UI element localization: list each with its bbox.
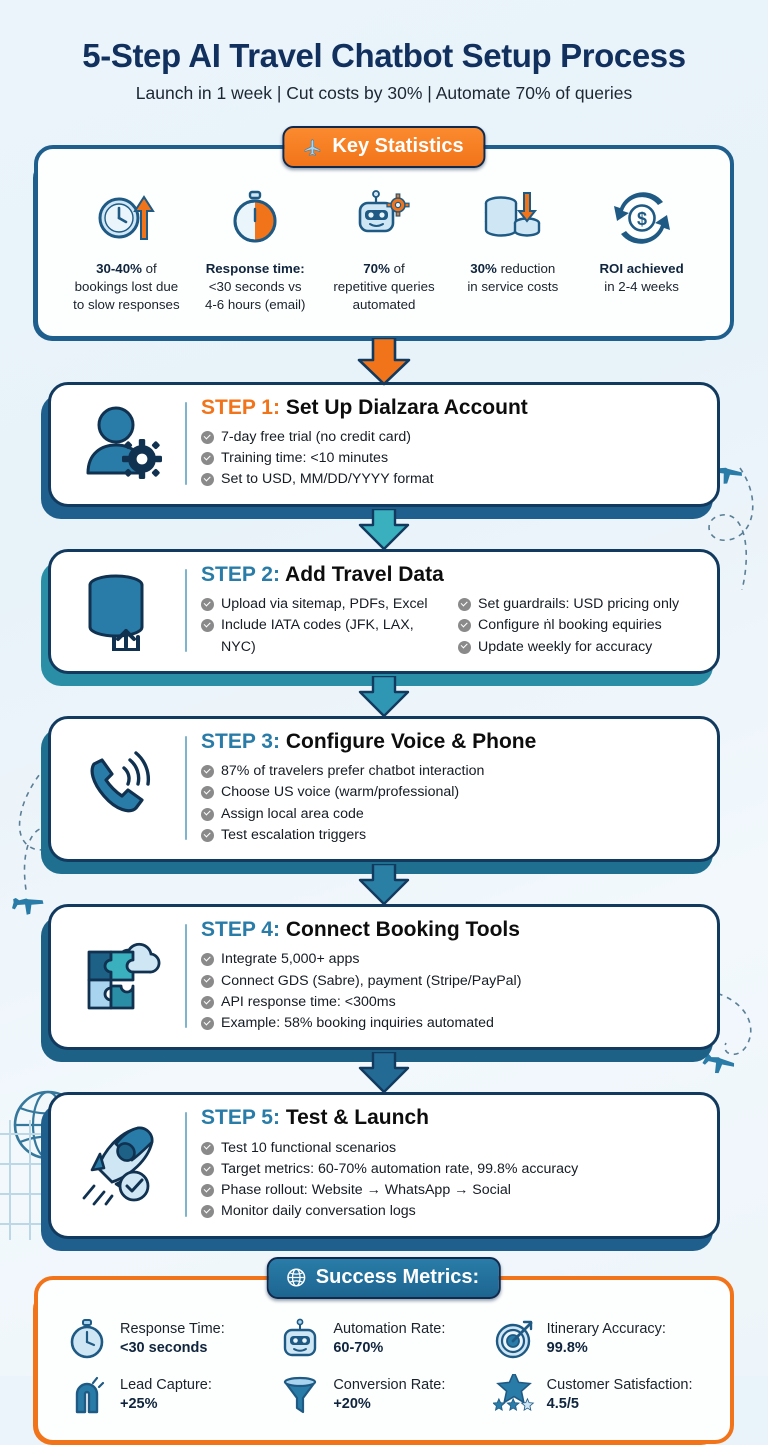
stat-text xyxy=(193,260,318,313)
bullet-text: API response time: <300ms xyxy=(221,993,396,1010)
metric-text xyxy=(333,1376,445,1414)
stat-highlight: Response time: xyxy=(205,261,305,277)
step-2-section xyxy=(48,549,720,674)
phone-ringing-icon xyxy=(63,748,183,828)
puzzle-cloud-icon xyxy=(63,934,183,1018)
step-title: Configure Voice & Phone xyxy=(285,729,537,753)
magnet-icon xyxy=(64,1374,110,1416)
check-icon xyxy=(201,431,214,444)
bullet-item xyxy=(201,615,444,658)
airplane-icon xyxy=(301,137,323,157)
step-heading xyxy=(201,1106,701,1130)
step-divider xyxy=(185,736,187,840)
success-metrics-badge xyxy=(267,1257,501,1299)
metric-label: Response Time: xyxy=(120,1320,225,1337)
rocket-check-icon xyxy=(63,1124,183,1206)
connector-arrow-4 xyxy=(0,1052,768,1094)
bullet-item xyxy=(201,971,701,992)
step-number: STEP 1: xyxy=(201,395,280,419)
stat-item xyxy=(320,187,449,313)
success-metrics-section xyxy=(34,1257,734,1444)
bullet-item xyxy=(201,825,701,846)
stat-line3: to slow responses xyxy=(73,296,180,312)
stat-text xyxy=(322,260,447,313)
step-5-section xyxy=(48,1092,720,1238)
stat-item xyxy=(191,187,320,313)
step-bullet-list xyxy=(201,1138,701,1223)
user-gear-icon xyxy=(63,401,183,485)
metric-text xyxy=(547,1376,693,1414)
bullet-text: Monitor daily conversation logs xyxy=(221,1203,416,1220)
metric-text xyxy=(120,1376,212,1414)
step-card-3[interactable] xyxy=(48,716,720,862)
metric-item xyxy=(277,1318,490,1360)
step-body xyxy=(201,396,701,491)
connector-arrow-orange xyxy=(0,338,768,386)
stat-highlight: 70% xyxy=(363,261,390,277)
step-number: STEP 3: xyxy=(201,729,280,753)
robot-icon xyxy=(277,1318,323,1360)
bullet-item xyxy=(201,1159,701,1180)
step-number: STEP 2: xyxy=(201,562,280,586)
metric-text xyxy=(333,1320,445,1358)
bullet-text: Set guardrails: USD pricing only xyxy=(478,595,680,612)
step-card-1[interactable] xyxy=(48,382,720,507)
step-card-4[interactable] xyxy=(48,904,720,1050)
stat-text xyxy=(579,260,704,296)
step-divider xyxy=(185,402,187,485)
bullet-text: Phase rollout: Website → WhatsApp → Social xyxy=(221,1182,511,1199)
metric-value: 60-70% xyxy=(333,1339,384,1356)
page-header xyxy=(0,0,768,104)
check-icon xyxy=(201,1205,214,1218)
bullet-item xyxy=(201,469,701,490)
connector-arrow-2 xyxy=(0,676,768,718)
clock-up-arrow-icon xyxy=(64,187,189,249)
check-icon xyxy=(201,808,214,821)
bullet-text: Connect GDS (Sabre), payment (Stripe/PayPal) xyxy=(221,972,522,989)
bullet-text: Target metrics: 60-70% automation rate, 99.8% accuracy xyxy=(221,1160,579,1177)
step-title: Add Travel Data xyxy=(285,562,444,586)
check-icon xyxy=(458,641,471,654)
metric-label: Itinerary Accuracy: xyxy=(546,1320,666,1337)
step-card-5[interactable] xyxy=(48,1092,720,1238)
check-icon xyxy=(201,1017,214,1030)
step-heading xyxy=(201,918,701,942)
metric-value: 99.8% xyxy=(546,1339,588,1356)
bullet-item xyxy=(201,448,701,469)
metric-value: 4.5/5 xyxy=(546,1395,579,1412)
step-number: STEP 5: xyxy=(201,1106,280,1130)
check-icon xyxy=(201,1142,214,1155)
stat-line2: <30 seconds vs xyxy=(208,279,302,295)
success-metrics-panel xyxy=(34,1276,734,1444)
bullet-text: Training time: <10 minutes xyxy=(221,450,389,467)
bullet-item xyxy=(458,637,701,658)
bullet-item xyxy=(458,615,701,636)
step-title: Set Up Dialzara Account xyxy=(285,395,528,419)
stat-line3: 4-6 hours (email) xyxy=(204,296,306,312)
bullet-text: Choose US voice (warm/professional) xyxy=(221,784,460,801)
step-title: Connect Booking Tools xyxy=(285,918,520,942)
funnel-icon xyxy=(277,1374,323,1416)
bullet-item xyxy=(201,1180,701,1201)
metric-label: Conversion Rate: xyxy=(333,1376,446,1393)
stat-line2: repetitive queries xyxy=(333,279,435,295)
bullet-item xyxy=(458,594,701,615)
check-icon xyxy=(201,996,214,1009)
bullet-text: Assign local area code xyxy=(221,805,364,822)
check-icon xyxy=(201,598,214,611)
metric-value: <30 seconds xyxy=(120,1339,208,1356)
metric-item xyxy=(491,1318,704,1360)
step-heading xyxy=(201,396,701,420)
bullet-item xyxy=(201,761,701,782)
check-icon xyxy=(458,598,471,611)
connector-arrow-3 xyxy=(0,864,768,906)
check-icon xyxy=(201,953,214,966)
check-icon xyxy=(201,765,214,778)
metric-item xyxy=(491,1374,704,1416)
bullet-text: Test 10 functional scenarios xyxy=(221,1139,397,1156)
stopwatch-icon xyxy=(193,187,318,249)
stat-item xyxy=(448,187,577,296)
check-icon xyxy=(458,619,471,632)
bullet-item xyxy=(201,992,701,1013)
roi-dollar-cycle-icon xyxy=(579,187,704,249)
step-title: Test & Launch xyxy=(285,1106,429,1130)
success-metrics-badge-label: Success Metrics: xyxy=(315,1265,480,1288)
bullet-text: Configure ṅl booking equiries xyxy=(478,617,662,634)
metric-value: +25% xyxy=(120,1395,158,1412)
stat-text xyxy=(64,260,189,313)
check-icon xyxy=(201,1184,214,1197)
check-icon xyxy=(201,1163,214,1176)
step-body xyxy=(201,918,701,1034)
key-statistics-section xyxy=(34,126,734,339)
step-body xyxy=(201,563,701,658)
step-1-section xyxy=(48,382,720,507)
step-divider xyxy=(185,569,187,652)
bullet-item xyxy=(201,594,444,615)
bullet-text: 87% of travelers prefer chatbot interaction xyxy=(221,762,485,779)
stat-line2: in service costs xyxy=(467,279,559,295)
star-rating-icon xyxy=(491,1374,537,1416)
step-divider xyxy=(185,924,187,1028)
stat-highlight: 30-40% xyxy=(96,261,142,277)
success-metrics-grid xyxy=(58,1308,710,1420)
connector-arrow-1 xyxy=(0,509,768,551)
key-statistics-badge-label: Key Statistics xyxy=(332,135,464,158)
metric-item xyxy=(64,1318,277,1360)
stat-tail: reduction xyxy=(496,261,556,277)
bullet-item xyxy=(201,1138,701,1159)
bullet-item xyxy=(201,1013,701,1034)
step-bullet-list xyxy=(201,949,701,1034)
check-icon xyxy=(201,473,214,486)
key-statistics-panel xyxy=(34,145,734,339)
stat-tail: of xyxy=(141,261,157,277)
metric-text xyxy=(547,1320,666,1358)
page-title: 5-Step AI Travel Chatbot Setup Process xyxy=(82,37,686,74)
check-icon xyxy=(201,452,214,465)
metric-text xyxy=(120,1320,225,1358)
step-heading xyxy=(201,730,701,754)
metric-label: Customer Satisfaction: xyxy=(546,1376,693,1393)
step-divider xyxy=(185,1112,187,1216)
step-body xyxy=(201,1106,701,1222)
metric-value: +20% xyxy=(333,1395,371,1412)
target-arrow-icon xyxy=(491,1318,537,1360)
robot-gear-icon xyxy=(322,187,447,249)
bullet-text: 7-day free trial (no credit card) xyxy=(221,428,412,445)
bullet-text: Set to USD, MM/DD/YYYY format xyxy=(221,471,434,488)
stat-item xyxy=(62,187,191,313)
bullet-item xyxy=(201,1201,701,1222)
metric-label: Lead Capture: xyxy=(120,1376,212,1393)
metric-item xyxy=(64,1374,277,1416)
step-card-2[interactable] xyxy=(48,549,720,674)
bullet-text: Update weekly for accuracy xyxy=(478,638,653,655)
step-body xyxy=(201,730,701,846)
stat-item xyxy=(577,187,706,296)
database-upload-icon xyxy=(63,569,183,651)
check-icon xyxy=(201,829,214,842)
metric-label: Automation Rate: xyxy=(333,1320,446,1337)
bullet-text: Integrate 5,000+ apps xyxy=(221,951,360,968)
bullet-item xyxy=(201,427,701,448)
step-3-section xyxy=(48,716,720,862)
bullet-item xyxy=(201,804,701,825)
bullet-text: Example: 58% booking inquiries automated xyxy=(221,1015,494,1032)
stat-line2: in 2-4 weeks xyxy=(604,279,679,295)
bullet-text: Include IATA codes (JFK, LAX, NYC) xyxy=(221,617,414,655)
bullet-item xyxy=(201,782,701,803)
check-icon xyxy=(201,786,214,799)
metric-item xyxy=(277,1374,490,1416)
key-statistics-grid xyxy=(58,179,710,315)
bullet-item xyxy=(201,949,701,970)
bullet-text: Test escalation triggers xyxy=(221,826,367,843)
database-down-arrow-icon xyxy=(450,187,575,249)
globe-icon xyxy=(286,1267,307,1288)
step-bullet-list xyxy=(201,427,701,491)
page-subtitle: Launch in 1 week | Cut costs by 30% | Automate 70% of queries xyxy=(135,83,633,104)
check-icon xyxy=(201,619,214,632)
stat-tail: of xyxy=(389,261,405,277)
step-bullet-list xyxy=(201,761,701,846)
stat-text xyxy=(450,260,575,296)
step-heading xyxy=(201,563,701,587)
key-statistics-badge xyxy=(282,126,485,168)
bullet-text: Upload via sitemap, PDFs, Excel xyxy=(221,595,428,612)
stopwatch-icon xyxy=(64,1318,110,1360)
check-icon xyxy=(201,975,214,988)
step-bullet-list xyxy=(201,594,701,658)
step-number: STEP 4: xyxy=(201,918,280,942)
stat-highlight: ROI achieved xyxy=(599,261,684,277)
stat-highlight: 30% xyxy=(470,261,497,277)
stat-line2: bookings lost due xyxy=(74,279,179,295)
step-4-section xyxy=(48,904,720,1050)
stat-line3: automated xyxy=(352,296,416,312)
svg-text:$: $ xyxy=(636,209,647,230)
